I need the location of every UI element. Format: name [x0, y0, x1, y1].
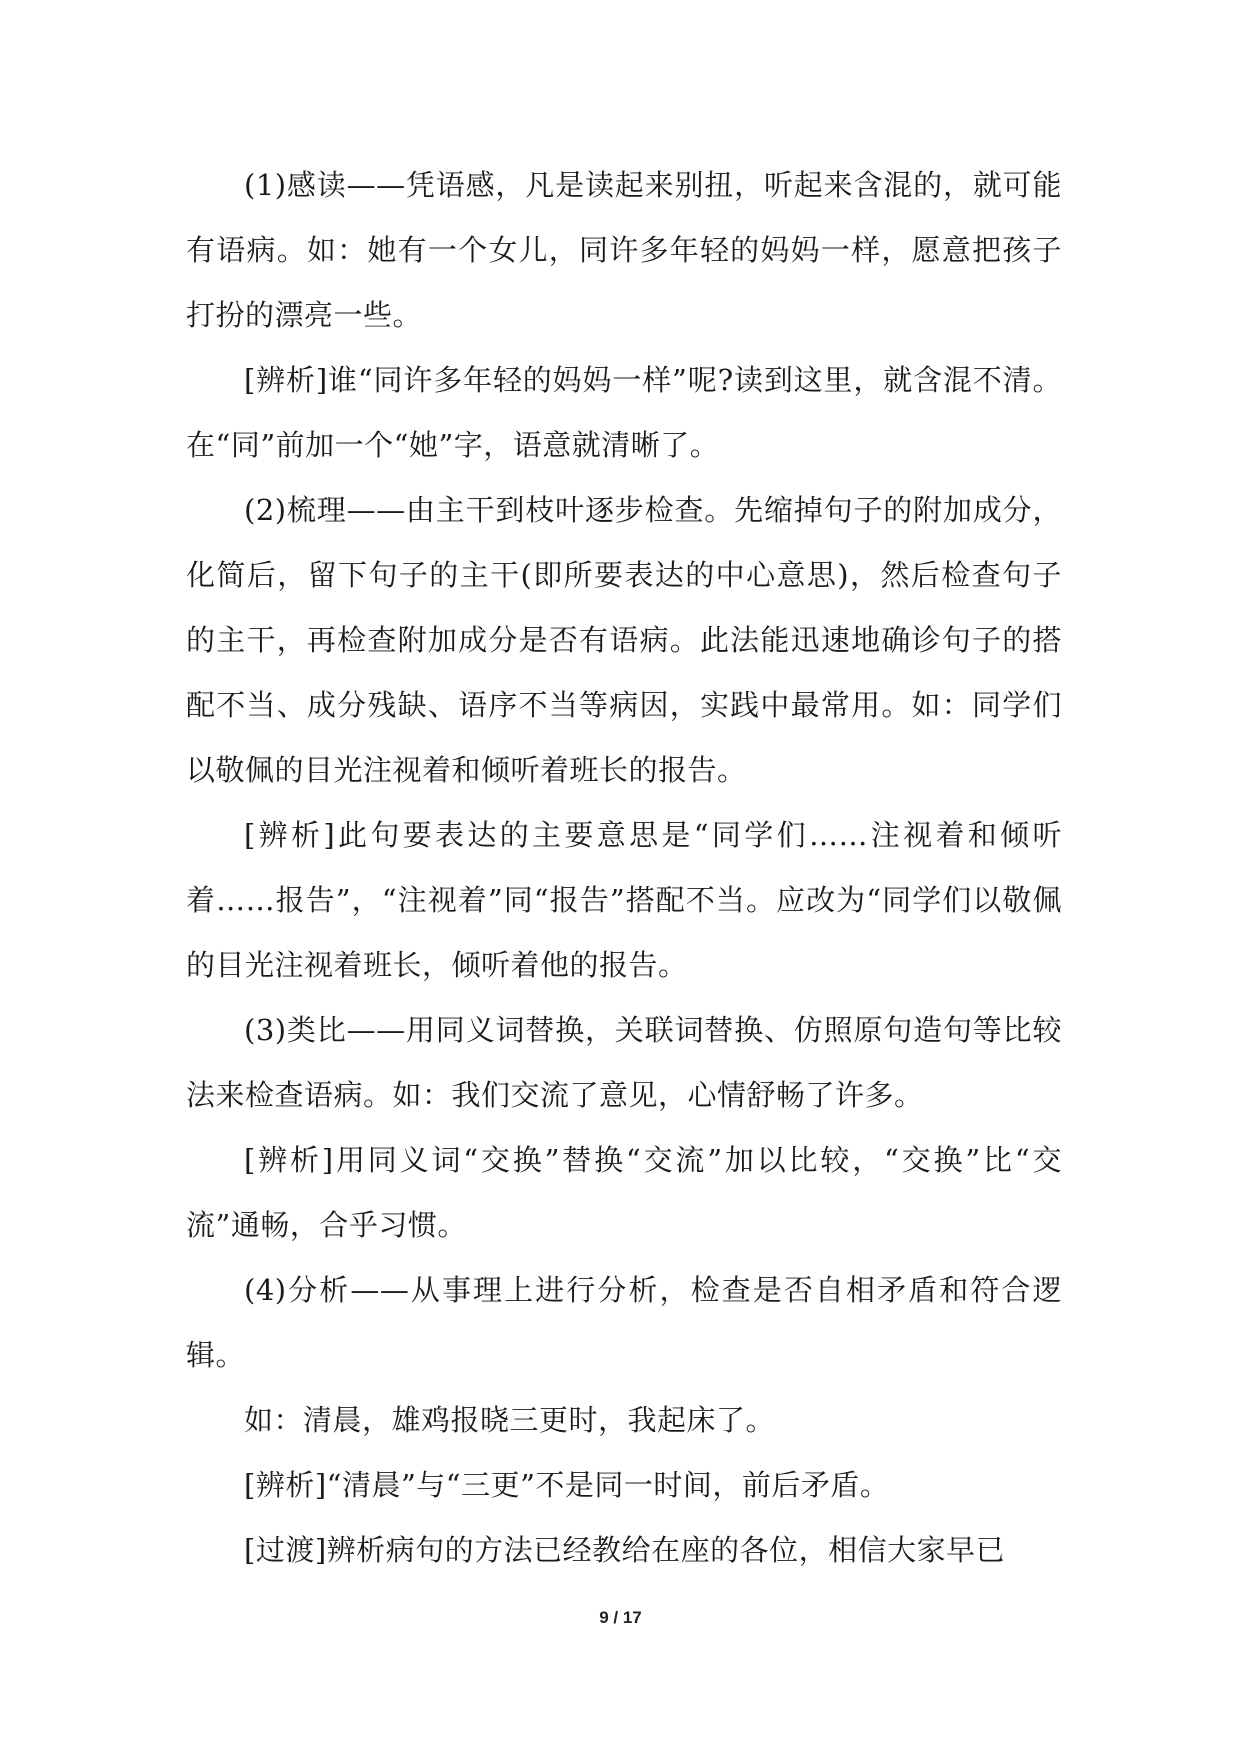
- paragraph-analysis-2: [辨析]此句要表达的主要意思是“同学们……注视着和倾听着……报告”，“注视着”同“报告”搭配不当。应改为“同学们以敬佩的目光注视着班长，倾听着他的报告。: [186, 818, 1062, 982]
- paragraph-method-4: (4)分析——从事理上进行分析，检查是否自相矛盾和符合逻辑。: [186, 1273, 1062, 1372]
- paragraph-method-2: (2)梳理——由主干到枝叶逐步检查。先缩掉句子的附加成分，化简后，留下句子的主干(即所要表达的中心意思)，然后检查句子的主干，再检查附加成分是否有语病。此法能迅速地确诊句子的搭配不当、成分残缺、语序不当等病因，实践中最常用。如：同学们以敬佩的目光注视着和倾听着班长的报告。: [186, 493, 1062, 787]
- paragraph-transition: [过渡]辨析病句的方法已经教给在座的各位，相信大家早已: [244, 1533, 1006, 1567]
- paragraph-method-1: (1)感读——凭语感，凡是读起来别扭，听起来含混的，就可能有语病。如：她有一个女儿，同许多年轻的妈妈一样，愿意把孩子打扮的漂亮一些。: [186, 168, 1062, 332]
- paragraph-example-4: 如：清晨，雄鸡报晓三更时，我起床了。: [244, 1403, 776, 1437]
- page-number: 9 / 17: [599, 1608, 642, 1627]
- page-body: [186, 153, 1062, 1583]
- paragraph-analysis-4: [辨析]“清晨”与“三更”不是同一时间，前后矛盾。: [244, 1468, 890, 1502]
- paragraph-analysis-3: [辨析]用同义词“交换”替换“交流”加以比较，“交换”比“交流”通畅，合乎习惯。: [186, 1143, 1062, 1242]
- paragraph-method-3: (3)类比——用同义词替换，关联词替换、仿照原句造句等比较法来检查语病。如：我们交流了意见，心情舒畅了许多。: [186, 1013, 1062, 1112]
- paragraph-analysis-1: [辨析]谁“同许多年轻的妈妈一样”呢?读到这里，就含混不清。在“同”前加一个“她”字，语意就清晰了。: [186, 363, 1062, 462]
